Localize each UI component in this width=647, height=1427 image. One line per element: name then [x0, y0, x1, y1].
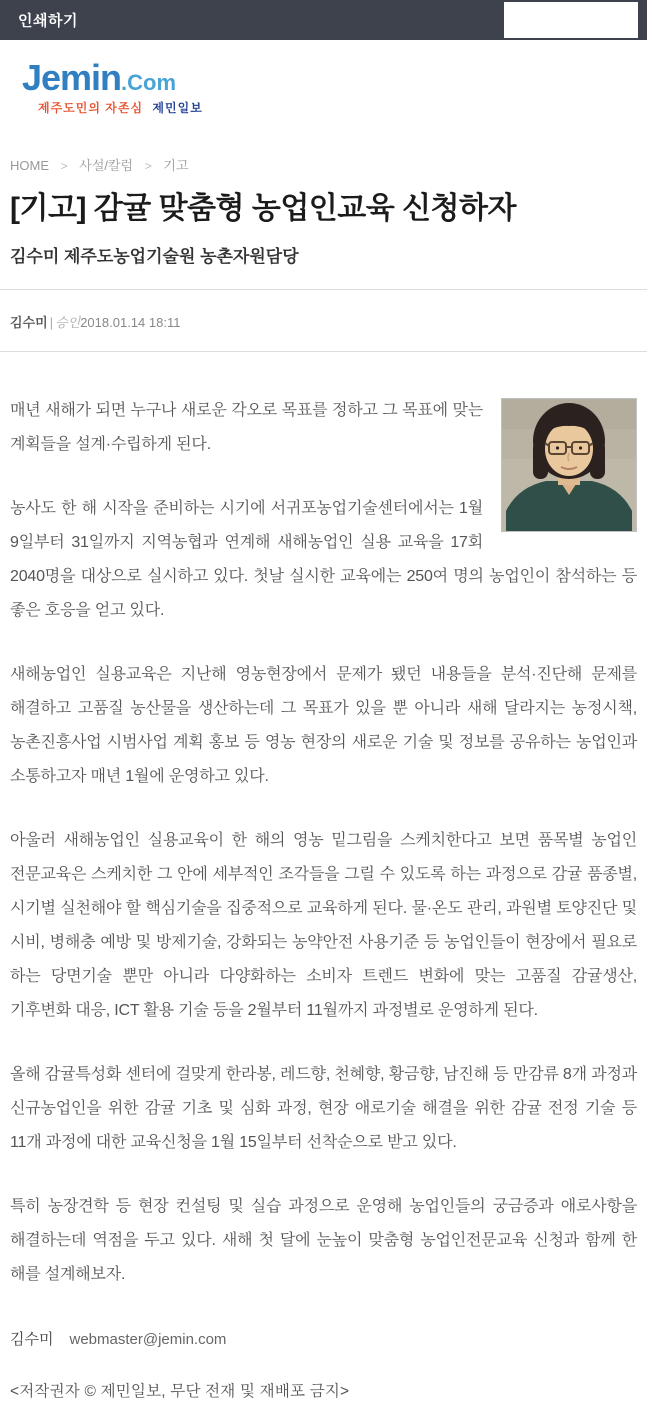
divider: [0, 351, 647, 352]
article-subtitle: 김수미 제주도농업기술원 농촌자원담당: [10, 246, 299, 266]
logo-tagline: [38, 99, 203, 116]
breadcrumb-section[interactable]: 사설/칼럼: [79, 158, 134, 173]
site-logo[interactable]: [0, 40, 203, 116]
breadcrumb-home[interactable]: HOME: [10, 158, 49, 173]
byline: [0, 290, 647, 351]
article-paragraph: 아울러 새해농업인 실용교육이 한 해의 영농 밑그림을 스케치한다고 보면 품목별 농업인 전문교육은 스케치한 그 안에 세부적인 조각들을 그릴 수 있도록 하는 과정으로 감귤 품종별, 시기별 실천해야 할 핵심기술을 집중적으로 교육하게 된다. 물·온도 관리, 과원별 토양진단 및 시비, 병해충 예방 및 방제기술, 강화되는 농약안전 사용기준 등 농업인들이 현장에서 필요로 하는 당면기술 뿐만 아니라 다양화하는 소비자 트렌드 변화에 맞는 고품질 감귤생산, 기후변화 대응, ICT 활용 기술 등을 2월부터 11월까지 과정별로 운영하게 된다.: [10, 831, 637, 1019]
breadcrumb-separator-icon: >: [144, 159, 152, 173]
article-paragraph: 농사도 한 해 시작을 준비하는 시기에 서귀포농업기술센터에서는 1월 9일부터 31일까지 지역농협과 연계해 새해농업인 실용 교육을 17회 2040명을 대상으로 실시하고 있다. 첫날 실시한 교육에는 250여 명의 농업인이 참석하는 등 좋은 호응을 얻고 있다.: [10, 499, 637, 619]
topbar-white-panel: [504, 2, 638, 38]
logo-wordmark: [22, 57, 203, 98]
author-photo-image: [502, 399, 636, 531]
byline-datetime: 2018.01.14 18:11: [80, 314, 181, 330]
logo-tagline-navy: 제민일보: [152, 101, 203, 115]
byline-approved-label: 승인: [55, 314, 81, 330]
article-paragraph: 특히 농장견학 등 현장 컨설팅 및 실습 과정으로 운영해 농업인들의 궁금증과 애로사항을 해결하는데 역점을 두고 있다. 새해 첫 달에 눈높이 맞춤형 농업인전문교육 신청과 함께 한 해를 설계해보자.: [10, 1197, 637, 1283]
logo-suffix-text: .Com: [121, 70, 177, 95]
author-photo: [501, 398, 637, 532]
page-title: [기고] 감귤 맞춤형 농업인교육 신청하자: [10, 192, 516, 225]
copyright-notice: <저작권자 © 제민일보, 무단 전재 및 재배포 금지>: [10, 1382, 350, 1400]
breadcrumb-category[interactable]: 기고: [163, 158, 189, 173]
article-paragraph: 매년 새해가 되면 누구나 새로운 각오로 목표를 정하고 그 목표에 맞는 계획들을 설계·수립하게 된다.: [10, 401, 483, 453]
topbar: [0, 0, 647, 40]
print-button[interactable]: 인쇄하기: [18, 12, 78, 30]
breadcrumb: [0, 155, 647, 174]
logo-main-text: Jemin: [22, 57, 122, 98]
logo-tagline-red: 제주도민의 자존심: [38, 101, 144, 115]
byline-author: 김수미: [10, 314, 48, 330]
article-body: [0, 394, 647, 1292]
article-footer: [0, 1322, 647, 1349]
breadcrumb-separator-icon: >: [60, 159, 68, 173]
article-paragraph: 올해 감귤특성화 센터에 걸맞게 한라봉, 레드향, 천혜향, 황금향, 남진해 등 만감류 8개 과정과 신규농업인을 위한 감귤 기초 및 심화 과정, 현장 애로기술 해결을 위한 감귤 전정 기술 등 11개 과정에 대한 교육신청을 1월 15일부터 선착순으로 받고 있다.: [10, 1065, 638, 1151]
footer-author-name: 김수미: [10, 1330, 54, 1348]
article-paragraph: 새해농업인 실용교육은 지난해 영농현장에서 문제가 됐던 내용들을 분석·진단해 문제를 해결하고 고품질 농산물을 생산하는데 그 목표가 있을 뿐 아니라 새해 달라지는 농정시책, 농촌진흥사업 시범사업 계획 홍보 등 영농 현장의 새로운 기술 및 정보를 공유하는 농업인과 소통하고자 매년 1월에 운영하고 있다.: [10, 665, 637, 785]
byline-pipe: |: [49, 314, 54, 330]
footer-author-email[interactable]: webmaster@jemin.com: [69, 1330, 227, 1348]
